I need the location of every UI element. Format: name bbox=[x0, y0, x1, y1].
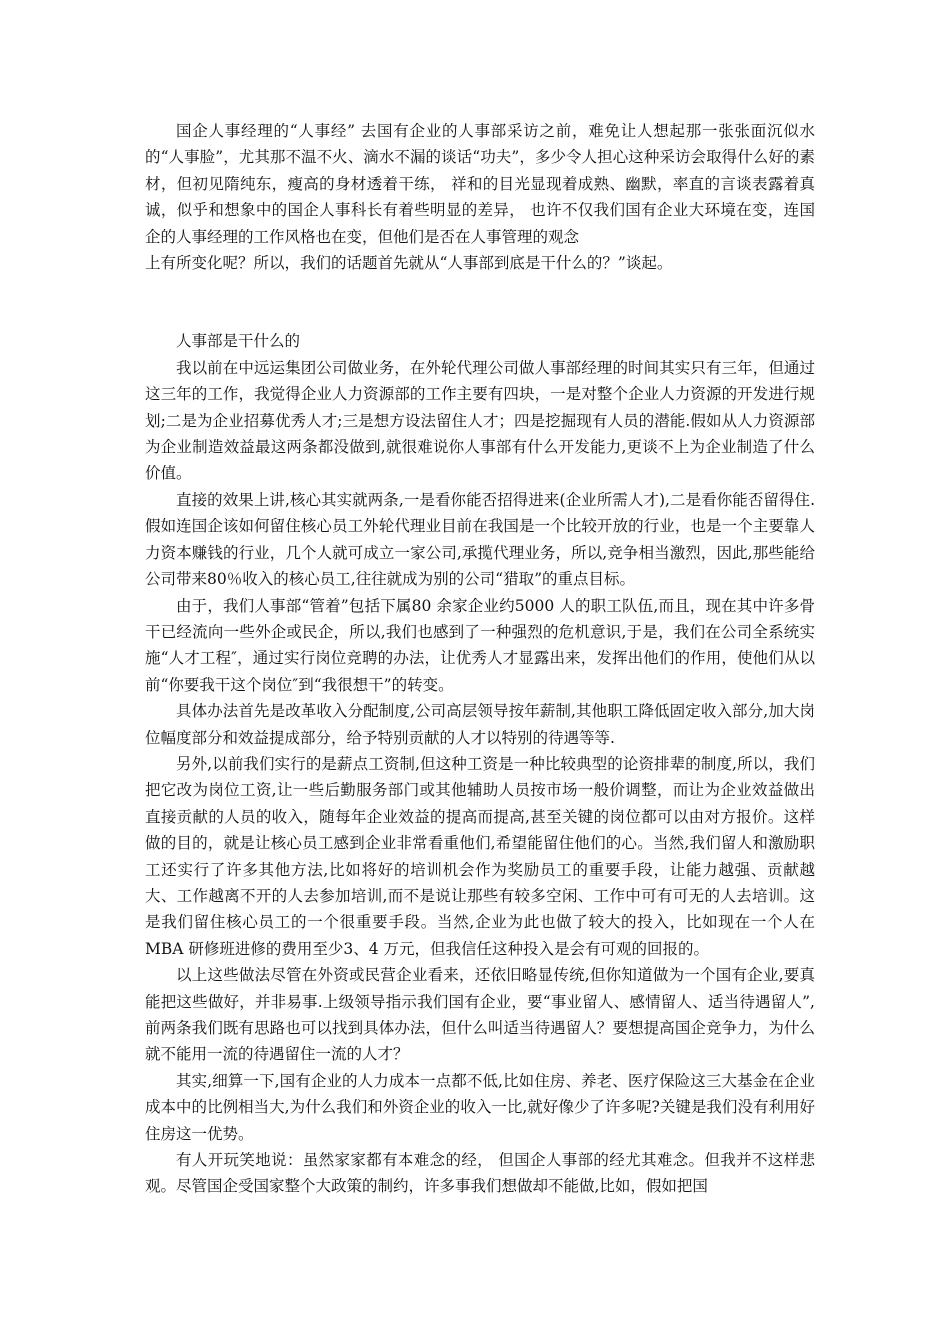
body-paragraph: 直接的效果上讲,核心其实就两条,一是看你能否招得进来(企业所需人才),二是看你能否留得住.假如连国企该如何留住核心员工外轮代理业目前在我国是一个比较开放的行业，也是一个主要靠人力资本赚钱的行业，几个人就可成立一家公司,承揽代理业务，所以,竞争相当激烈，因此,那些能给公司带来80％收入的核心员工,往往就成为别的公司“猎取”的重点目标。 bbox=[145, 490, 815, 589]
body-paragraph: 另外,以前我们实行的是薪点工资制,但这种工资是一种比较典型的论资排辈的制度,所以，我们把它改为岗位工资,让一些后勤服务部门或其他辅助人员按市场一般价调整，而让为企业效益做出直接贡献的人员的收入，随每年企业效益的提高而提高,甚至关键的岗位都可以由对方报价。这样做的目的，就是让核心员工感到企业非常看重他们,希望能留住他们的心。当然,我们留人和激励职工还实行了许多其他方法,比如将好的培训机会作为奖励员工的重要手段，让能力越强、贡献越大、工作越离不开的人去参加培训,而不是说让那些有较多空闲、工作中可有可无的人去培训。这是我们留住核心员工的一个很重要手段。当然,企业为此也做了较大的投入，比如现在一个人在MBA 研修班进修的费用至少3、4 万元，但我信任这种投入是会有可观的回报的。 bbox=[145, 754, 815, 958]
intro-paragraph: 国企人事经理的“人事经” 去国有企业的人事部采访之前，难免让人想起那一张张面沉似水的“人事脸”，尤其那不温不火、滴水不漏的谈话“功夫”，多少令人担心这种采访会取得什么好的素材，但初见隋纯东，瘦高的身材透着干练， 祥和的目光显现着成熟、幽默，率直的言谈表露着真诚，似乎和想象中的国企人事科长有着些明显的差异， 也许不仅我们国有企业大环境在变，连国企的人事经理的工作风格也在变，但他们是否在人事管理的观念 bbox=[145, 122, 815, 246]
intro-continuation: 上有所变化呢？所以，我们的话题首先就从“人事部到底是干什么的？”谈起。 bbox=[145, 254, 673, 273]
body-paragraph: 具体办法首先是改革收入分配制度,公司高层领导按年薪制,其他职工降低固定收入部分,加大岗位幅度部分和效益提成部分，给予特别贡献的人才以特别的待遇等等. bbox=[145, 702, 815, 747]
section-heading: 人事部是干什么的 bbox=[176, 332, 301, 351]
document-page bbox=[145, 118, 815, 1200]
body-paragraph: 其实,细算一下,国有企业的人力成本一点都不低,比如住房、养老、医疗保险这三大基金在企业成本中的比例相当大,为什么我们和外资企业的收入一比,就好像少了许多呢?关键是我们没有利用好住房这一优势。 bbox=[145, 1071, 815, 1143]
body-paragraph: 我以前在中远运集团公司做业务，在外轮代理公司做人事部经理的时间其实只有三年，但通过这三年的工作，我觉得企业人力资源部的工作主要有四块，一是对整个企业人力资源的开发进行规划;二是为企业招募优秀人才;三是想方设法留住人才；四是挖掘现有人员的潜能.假如从人力资源部为企业制造效益最这两条都没做到,就很难说你人事部有什么开发能力,更谈不上为企业制造了什么价值。 bbox=[145, 358, 815, 483]
paragraph-gap bbox=[145, 276, 815, 328]
body-paragraph: 由于，我们人事部“管着”包括下属80 余家企业约5000 人的职工队伍,而且，现在其中许多骨干已经流向一些外企或民企，所以,我们也感到了一种强烈的危机意识,于是，我们在公司全系统实施“人才工程″，通过实行岗位竞聘的办法，让优秀人才显露出来，发挥出他们的作用，使他们从以前“你要我干这个岗位″到“我很想干”的转变。 bbox=[145, 596, 815, 694]
body-paragraph: 以上这些做法尽管在外资或民营企业看来，还依旧略显传统,但你知道做为一个国有企业,要真能把这些做好，并非易事.上级领导指示我们国有企业，要“事业留人、感情留人、适当待遇留人”,前两条我们既有思路也可以找到具体办法，但什么叫适当待遇留人？要想提高国企竞争力，为什么就不能用一流的待遇留住一流的人才？ bbox=[145, 966, 815, 1064]
body-paragraph: 有人开玩笑地说：虽然家家都有本难念的经， 但国企人事部的经尤其难念。但我并不这样悲观。尽管国企受国家整个大政策的制约，许多事我们想做却不能做,比如，假如把国 bbox=[145, 1151, 815, 1196]
